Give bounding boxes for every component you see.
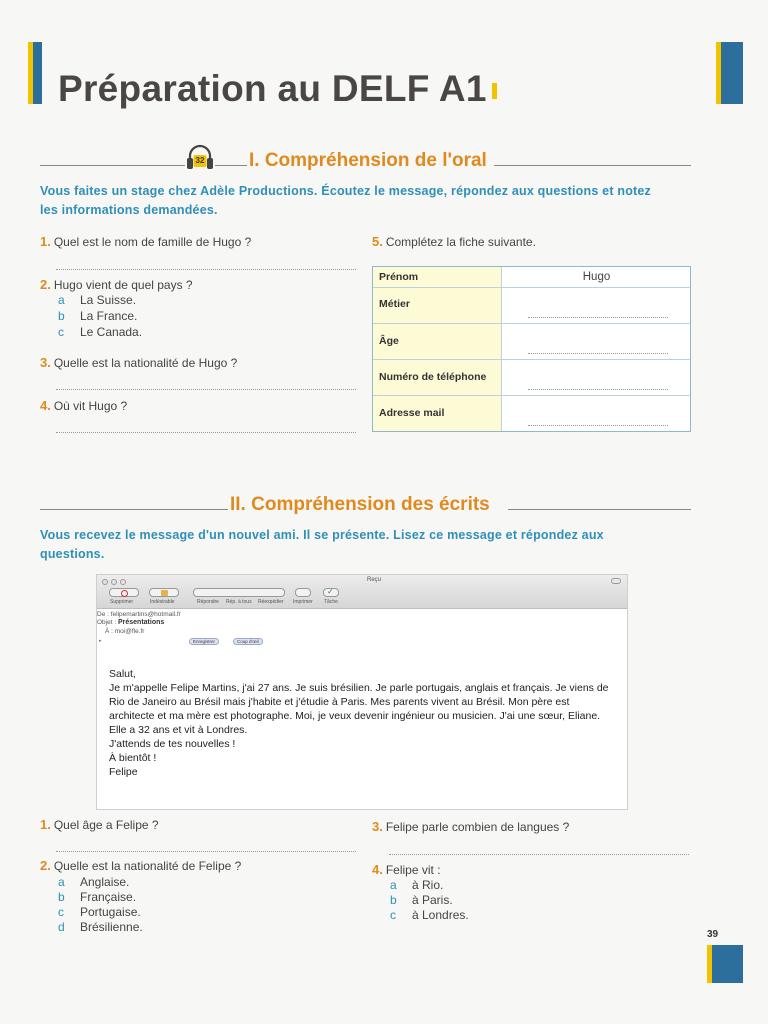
s2-q2-option-d[interactable]: d Brésilienne. [58,920,143,934]
email-line: J'attends de tes nouvelles ! [109,738,236,750]
s2-q2-option-a[interactable]: a Anglaise. [58,875,130,889]
form-field-email[interactable] [528,425,668,426]
form-field-telephone[interactable] [528,389,668,390]
title-accent [492,83,497,99]
s2-q4-option-c[interactable]: c à Londres. [390,908,469,922]
email-paragraph: Je m'appelle Felipe Martins, j'ai 27 ans. Je suis brésilien. Je parle portugais, anglais et français. Je viens de Rio de Janeiro au Brésil mais j'habite et j'étudie à Paris. Mes parents vivent au Brésil. Mon père est architecte et ma mère est photographe. Moi, je veux devenir ingénieur ou musicien. J'ai une sœur, Eliane. Elle a 32 ans et vit à Londres. [109,682,609,736]
delete-button[interactable] [109,588,139,597]
s2-answer-line-3[interactable] [389,854,689,855]
page-title: Préparation au DELF A1 [58,68,497,110]
email-line: À bientôt ! [109,752,157,764]
s1-answer-line-3[interactable] [56,389,356,390]
email-subject: Présentations [117,619,165,626]
email-toolbar [97,575,627,609]
email-body [109,667,609,779]
delete-icon [121,590,128,597]
quick-look-button[interactable]: Coup d'œil [233,638,263,645]
s1-question-3: 3. Quelle est la nationalité de Hugo ? [40,355,238,370]
expand-arrow-icon[interactable]: ▸ [99,638,102,644]
section1-rule-left [40,165,185,166]
window-zoom-button[interactable] [120,579,126,585]
s2-answer-line-1[interactable] [56,851,356,852]
s1-question-4: 4. Où vit Hugo ? [40,398,128,413]
s1-answer-line-4[interactable] [56,432,356,433]
bottom-blue-bar [712,945,743,983]
form-label-email: Adresse mail [379,407,445,419]
section2-title: II. Compréhension des écrits [230,494,490,515]
toolbar-label-reply: Répondre [197,599,219,605]
section2-rule-right [508,509,691,510]
s2-question-1: 1. Quel âge a Felipe ? [40,817,159,832]
form-row-divider [373,287,690,288]
window-minimize-button[interactable] [111,579,117,585]
window-resize-pill[interactable] [611,578,621,584]
s1-q2-option-a[interactable]: a La Suisse. [58,293,137,307]
junk-icon [161,590,168,596]
form-label-prenom: Prénom [379,271,419,283]
toolbar-label-print: Imprimer [293,599,313,605]
form-field-age[interactable] [528,353,668,354]
toolbar-label-task: Tâche [324,599,338,605]
form-label-age: Âge [379,335,399,347]
s2-question-2: 2. Quelle est la nationalité de Felipe ? [40,858,242,873]
s2-q4-option-b[interactable]: b à Paris. [390,893,453,907]
email-to: À : moi@fle.fr [105,628,145,635]
s1-question-5: 5. Complétez la fiche suivante. [372,234,536,249]
form-row-divider [373,323,690,324]
s2-q2-option-c[interactable]: c Portugaise. [58,905,141,919]
s1-answer-line-1[interactable] [56,269,356,270]
toolbar-label-junk: Indésirable [150,599,175,605]
section2-rule-left [40,509,228,510]
form-field-metier[interactable] [528,317,668,318]
window-close-button[interactable] [102,579,108,585]
audio-track-number: 32 [195,156,205,165]
s1-question-2: 2. Hugo vient de quel pays ? [40,277,193,292]
task-button[interactable] [323,588,339,597]
save-attachment-button[interactable]: Enregistrer [189,638,219,645]
form-row-divider [373,359,690,360]
email-signature: Felipe [109,766,138,778]
section1-rule-right [494,165,691,166]
left-blue-bar [33,42,42,104]
reply-group[interactable] [193,588,285,597]
s1-q2-option-c[interactable]: c Le Canada. [58,325,143,339]
page-number: 39 [707,929,719,940]
s2-q2-option-b[interactable]: b Française. [58,890,137,904]
section1-title: I. Compréhension de l'oral [249,150,487,171]
email-greeting: Salut, [109,668,136,680]
window-title: Reçu [367,577,382,583]
email-from: De : felipemartins@hotmail.fr [97,611,181,618]
email-subject-row: Objet : Présentations [97,619,165,626]
s2-question-4: 4. Felipe vit : [372,862,441,877]
section1-rule-mid [215,165,247,166]
s1-q2-option-b[interactable]: b La France. [58,309,138,323]
section1-instruction: Vous faites un stage chez Adèle Productions. Écoutez le message, répondez aux questions et notez les informations demandées. [40,184,652,217]
headphones-icon [185,143,215,173]
right-blue-bar [721,42,743,104]
email-window [96,574,628,810]
s2-question-3: 3. Felipe parle combien de langues ? [372,819,570,834]
form-label-telephone: Numéro de téléphone [379,371,487,383]
form-column-divider [501,267,502,431]
form-row-divider [373,395,690,396]
section2-instruction: Vous recevez le message d'un nouvel ami. Il se présente. Lisez ce message et répondez aux questions. [40,528,604,561]
print-button[interactable] [295,588,311,597]
s2-q4-option-a[interactable]: a à Rio. [390,878,444,892]
toolbar-label-delete: Supprimer [110,599,134,605]
checkmark-icon: ✓ [327,587,334,596]
toolbar-label-reply-all: Rép. à tous [226,599,252,605]
info-form-table [372,266,691,432]
form-label-metier: Métier [379,298,410,310]
s1-question-1: 1. Quel est le nom de famille de Hugo ? [40,234,252,249]
toolbar-label-forward: Réexpédier [258,599,284,605]
form-value-prenom: Hugo [582,271,611,283]
junk-button[interactable] [149,588,179,597]
